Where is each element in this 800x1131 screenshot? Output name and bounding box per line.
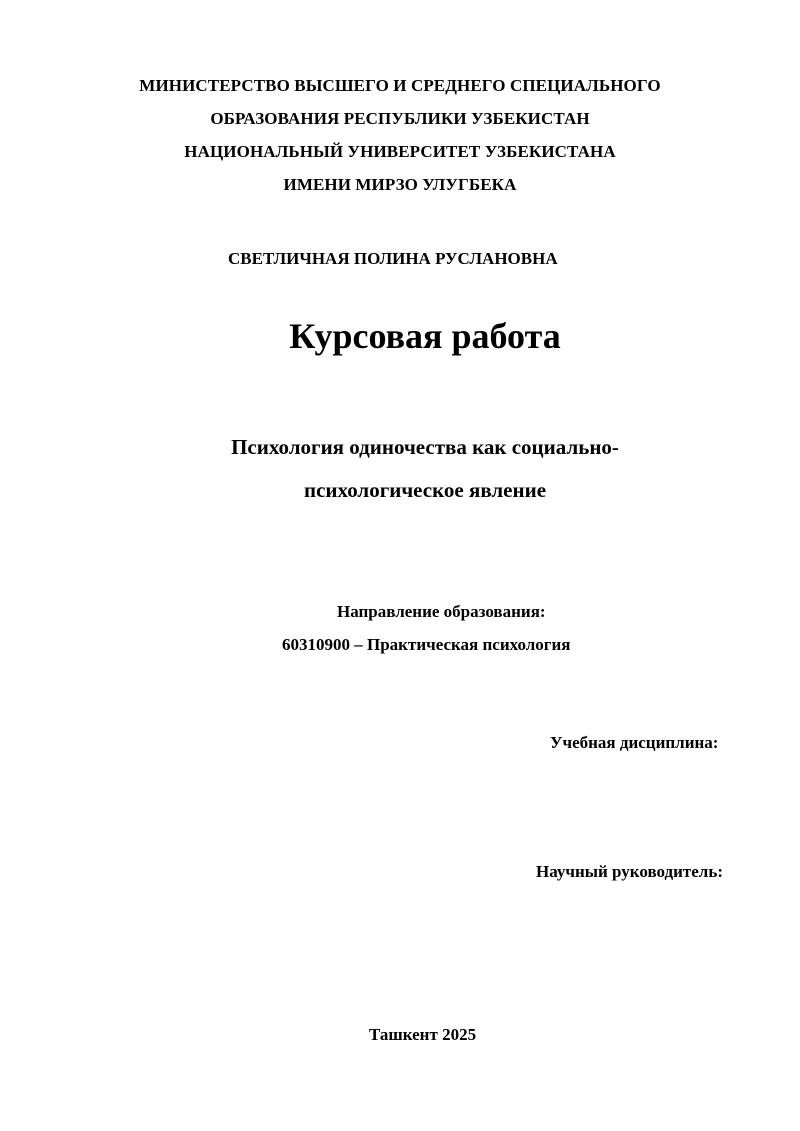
direction-value: 60310900 – Практическая психология — [282, 635, 571, 654]
discipline-label: Учебная дисциплина: — [550, 733, 719, 752]
ministry-line-1: МИНИСТЕРСТВО ВЫСШЕГО И СРЕДНЕГО СПЕЦИАЛЬНОГО — [139, 76, 661, 95]
direction-label: Направление образования: — [337, 602, 546, 621]
author-name: СВЕТЛИЧНАЯ ПОЛИНА РУСЛАНОВНА — [228, 249, 558, 268]
university-line-1: НАЦИОНАЛЬНЫЙ УНИВЕРСИТЕТ УЗБЕКИСТАНА — [184, 142, 616, 161]
city-year: Ташкент 2025 — [369, 1025, 477, 1044]
document-type-title: Курсовая работа — [289, 316, 561, 356]
ministry-line-2: ОБРАЗОВАНИЯ РЕСПУБЛИКИ УЗБЕКИСТАН — [210, 109, 590, 128]
topic-line-1: Психология одиночества как социально- — [231, 435, 619, 459]
supervisor-label: Научный руководитель: — [536, 862, 723, 881]
topic-line-2: психологическое явление — [303, 478, 547, 502]
university-line-2: ИМЕНИ МИРЗО УЛУГБЕКА — [283, 175, 517, 194]
